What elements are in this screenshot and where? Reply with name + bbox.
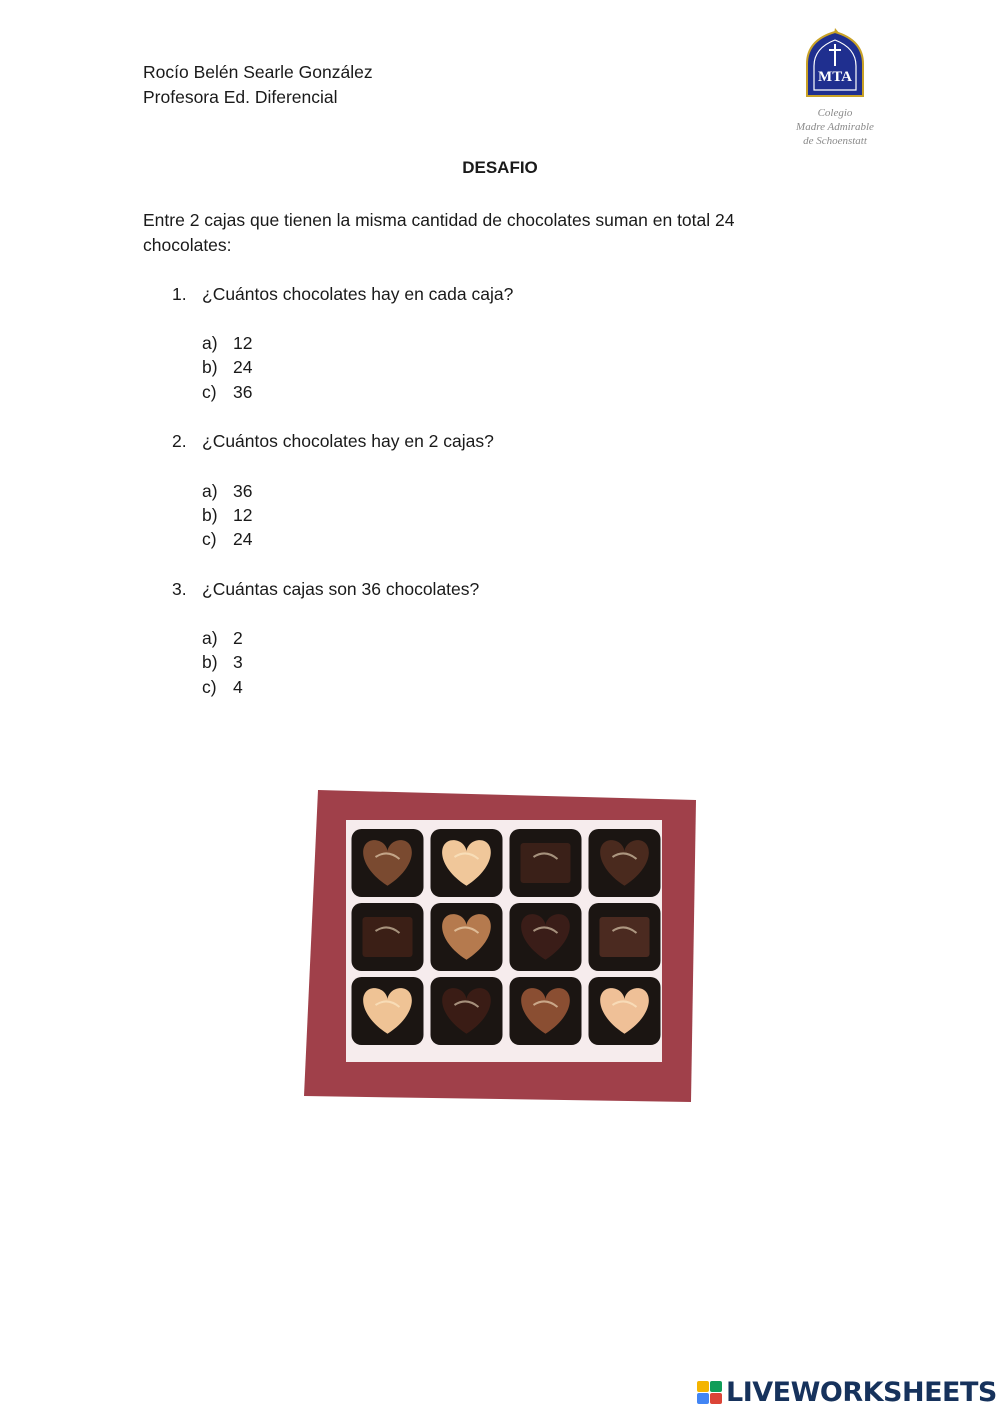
question-1 bbox=[172, 282, 513, 307]
author-role: Profesora Ed. Diferencial bbox=[143, 86, 338, 107]
question-3 bbox=[172, 577, 479, 602]
option-label: b) bbox=[202, 505, 218, 525]
option-label: c) bbox=[202, 529, 217, 549]
square-chocolate bbox=[521, 843, 571, 883]
option-label: c) bbox=[202, 382, 217, 402]
liveworksheets-logo-icon bbox=[697, 1381, 723, 1405]
question-number: 2. bbox=[172, 431, 187, 451]
liveworksheets-wordmark: LIVEWORKSHEETS bbox=[726, 1377, 997, 1408]
option-2b[interactable] bbox=[202, 503, 252, 528]
logo-monogram: MTA bbox=[818, 69, 852, 85]
logo-caption-3: de Schoenstatt bbox=[803, 135, 867, 147]
logo-caption-2: Madre Admirable bbox=[796, 121, 874, 133]
option-label: b) bbox=[202, 357, 218, 377]
option-2a[interactable] bbox=[202, 479, 252, 504]
question-text: ¿Cuántos chocolates hay en cada caja? bbox=[202, 284, 514, 304]
square-chocolate bbox=[600, 917, 650, 957]
author-name: Rocío Belén Searle González bbox=[143, 62, 373, 82]
option-value: 3 bbox=[233, 652, 243, 672]
school-shield-icon bbox=[780, 26, 890, 106]
option-3c[interactable] bbox=[202, 675, 243, 700]
option-label: b) bbox=[202, 652, 218, 672]
page-title: DESAFIO bbox=[462, 158, 538, 177]
author-block bbox=[143, 60, 373, 109]
logo-caption-1: Colegio bbox=[817, 107, 853, 119]
option-label: a) bbox=[202, 628, 218, 648]
option-1c[interactable] bbox=[202, 380, 252, 405]
question-text: ¿Cuántas cajas son 36 chocolates? bbox=[202, 579, 480, 599]
option-3a[interactable] bbox=[202, 626, 243, 651]
option-value: 2 bbox=[233, 628, 243, 648]
question-number: 1. bbox=[172, 284, 187, 304]
option-value: 24 bbox=[233, 529, 253, 549]
option-label: a) bbox=[202, 481, 218, 501]
option-2c[interactable] bbox=[202, 527, 252, 552]
option-value: 12 bbox=[233, 505, 253, 525]
option-value: 36 bbox=[233, 481, 253, 501]
option-3b[interactable] bbox=[202, 650, 243, 675]
option-1b[interactable] bbox=[202, 355, 252, 380]
square-chocolate bbox=[363, 917, 413, 957]
question-2 bbox=[172, 429, 494, 454]
option-value: 36 bbox=[233, 382, 253, 402]
question-text: ¿Cuántos chocolates hay en 2 cajas? bbox=[202, 431, 494, 451]
chocolate-box-photo bbox=[302, 788, 698, 1104]
problem-statement: Entre 2 cajas que tienen la misma cantidad de chocolates suman en total 24 chocolates: bbox=[143, 210, 735, 255]
option-value: 4 bbox=[233, 677, 243, 697]
option-value: 12 bbox=[233, 333, 253, 353]
option-label: a) bbox=[202, 333, 218, 353]
chocolate-box-illustration bbox=[302, 788, 698, 1104]
option-label: c) bbox=[202, 677, 217, 697]
liveworksheets-brand bbox=[697, 1378, 997, 1408]
option-value: 24 bbox=[233, 357, 253, 377]
option-1a[interactable] bbox=[202, 331, 252, 356]
school-logo bbox=[780, 26, 890, 156]
question-number: 3. bbox=[172, 579, 187, 599]
